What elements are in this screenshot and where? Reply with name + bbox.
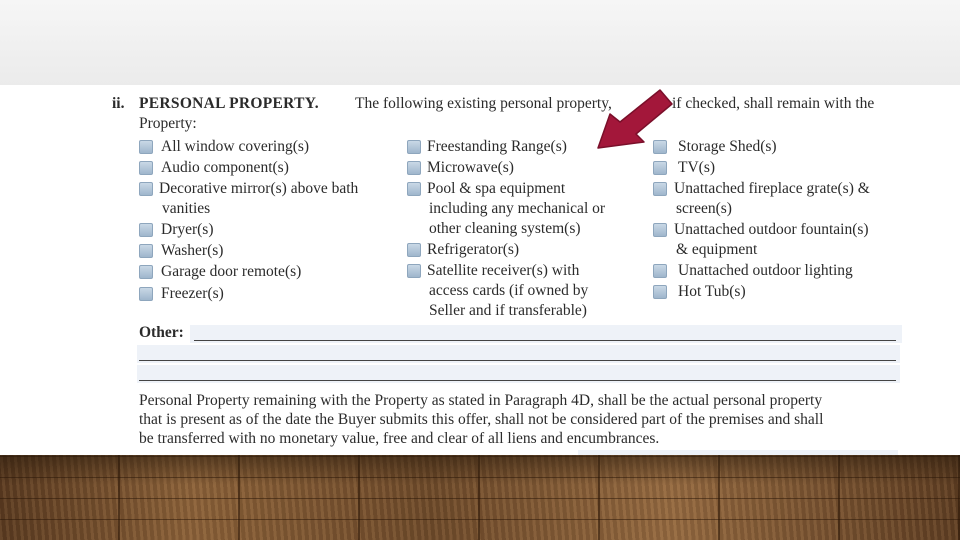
item-label: TV(s) — [678, 159, 716, 176]
item-label: All window covering(s) — [161, 138, 310, 155]
section-intro-continued: Property: — [139, 115, 197, 132]
item-label: Refrigerator(s) — [427, 241, 520, 258]
checkbox-freezers[interactable] — [139, 287, 153, 301]
checkbox-window-coverings[interactable] — [139, 140, 153, 154]
other-label: Other: — [139, 324, 184, 341]
item-label-cont: vanities — [162, 200, 211, 217]
checkbox-dryers[interactable] — [139, 223, 153, 237]
section-title: PERSONAL PROPERTY. — [139, 95, 319, 112]
paragraph-line: Personal Property remaining with the Property as stated in Paragraph 4D, shall be the actual personal property — [139, 392, 823, 409]
personal-property-paragraph — [139, 391, 901, 448]
checkbox-satellite-receivers[interactable] — [407, 264, 421, 278]
item-label-cont: & equipment — [676, 241, 758, 258]
item-label-cont: screen(s) — [676, 200, 732, 217]
other-rule-1 — [194, 340, 896, 341]
checkbox-garage-door-remotes[interactable] — [139, 265, 153, 279]
section-number: ii. — [112, 95, 125, 112]
item-label: Freezer(s) — [161, 285, 224, 302]
checkbox-microwaves[interactable] — [407, 161, 421, 175]
checkbox-outdoor-lighting[interactable] — [653, 264, 667, 278]
checkbox-fireplace-grates[interactable] — [653, 182, 667, 196]
item-label: Freestanding Range(s) — [427, 138, 567, 155]
floor-shadow — [0, 455, 960, 485]
item-label: Unattached outdoor lighting — [678, 262, 853, 279]
item-label-cont: access cards (if owned by — [429, 282, 589, 299]
item-label: Audio component(s) — [161, 159, 289, 176]
checkbox-hot-tubs[interactable] — [653, 285, 667, 299]
checkbox-pool-spa-equipment[interactable] — [407, 182, 421, 196]
item-label-cont: Seller and if transferable) — [429, 302, 587, 319]
item-label-cont: other cleaning system(s) — [429, 220, 581, 237]
section-intro-part1: The following existing personal property, — [355, 95, 612, 112]
item-label-cont: including any mechanical or — [429, 200, 606, 217]
checkbox-decorative-mirrors[interactable] — [139, 182, 153, 196]
item-label: Unattached outdoor fountain(s) — [674, 221, 869, 238]
item-label: Hot Tub(s) — [678, 283, 746, 300]
paragraph-line: be transferred with no monetary value, free and clear of all liens and encumbrances. — [139, 430, 660, 447]
checkbox-washers[interactable] — [139, 244, 153, 258]
paragraph-line: that is present as of the date the Buyer submits this offer, shall not be considered part of the premises and shall — [139, 411, 824, 428]
item-label: Garage door remote(s) — [161, 263, 302, 280]
item-label: Pool & spa equipment — [427, 180, 566, 197]
slide-top-band — [0, 0, 960, 85]
item-label: Decorative mirror(s) above bath — [159, 180, 359, 197]
item-label: Unattached fireplace grate(s) & — [674, 180, 870, 197]
checkbox-tvs[interactable] — [653, 161, 667, 175]
item-label: Storage Shed(s) — [678, 138, 777, 155]
item-label: Satellite receiver(s) with — [427, 262, 580, 279]
checkbox-refrigerators[interactable] — [407, 243, 421, 257]
other-rule-2 — [139, 360, 896, 361]
item-label: Washer(s) — [161, 242, 224, 259]
other-rule-3 — [139, 380, 896, 381]
checkbox-outdoor-fountains[interactable] — [653, 223, 667, 237]
item-label: Dryer(s) — [161, 221, 214, 238]
red-arrow-icon — [590, 88, 680, 160]
wood-floor-background — [0, 455, 960, 540]
section-intro-part2: if checked, shall remain with the — [672, 95, 875, 112]
item-label: Microwave(s) — [427, 159, 514, 176]
checkbox-audio-components[interactable] — [139, 161, 153, 175]
checkbox-freestanding-range[interactable] — [407, 140, 421, 154]
